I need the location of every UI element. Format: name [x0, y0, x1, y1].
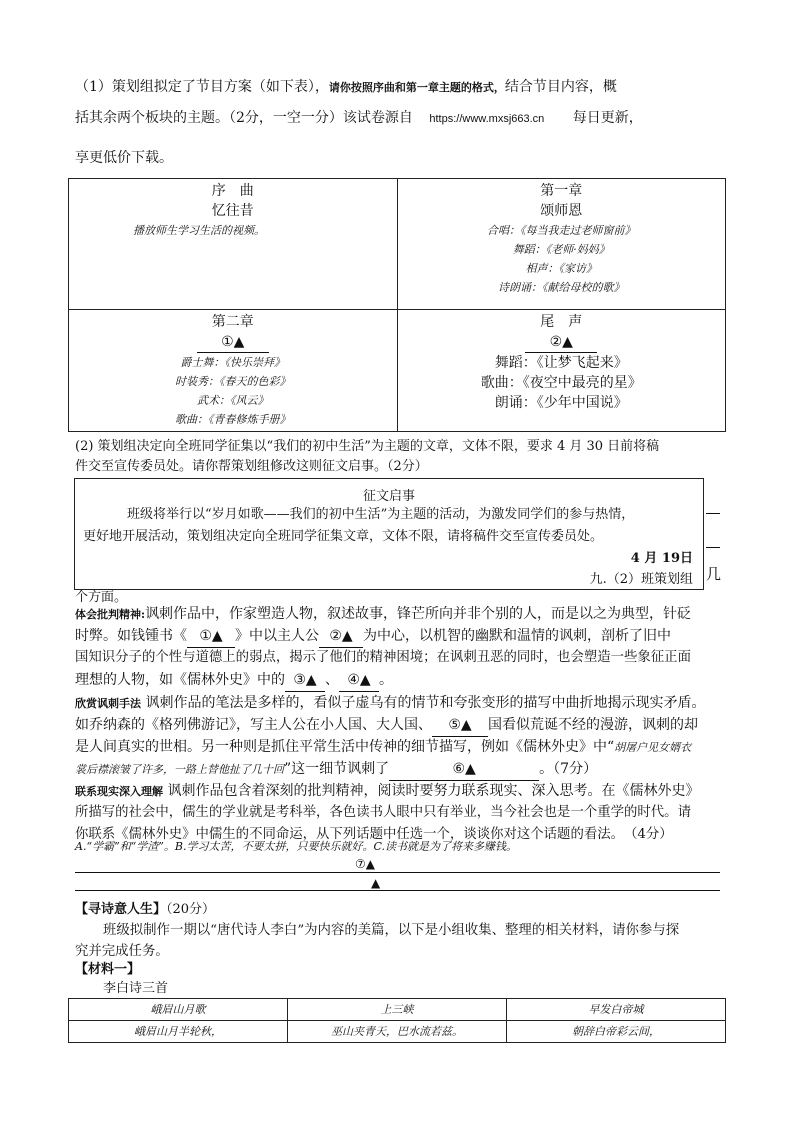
- s2-line2: [75, 714, 720, 737]
- cell-chapter1: [397, 179, 726, 310]
- chapter1-item: 合唱：《每当我走过老师窗前》: [487, 224, 636, 237]
- s1-line1: [75, 603, 720, 626]
- cell-prelude: [69, 179, 398, 310]
- material-heading: 【材料一】: [75, 962, 141, 977]
- s3-line2: 所描写的社会中，儒生的学业就是考科举，各色读书人眼中只有举业，当今社会也是一个重学的时代。请: [75, 805, 691, 820]
- s2-quote: 胡屠户见女婿衣: [614, 741, 692, 754]
- s2-text: ”这一细节讽刺了: [284, 761, 390, 777]
- poem-line: 峨眉山月半轮秋，: [69, 1021, 288, 1043]
- answer-marker-8: ▲: [371, 876, 381, 890]
- s3-line3: 你联系《儒林外史》中儒生的不同命运，从下列话题中任选一个，谈谈你对这个话题的看法。 （4分）: [75, 827, 673, 842]
- poems-title: 李白诗三首: [103, 981, 169, 996]
- notice-body-2: 更好地开展活动，策划组决定向全班同学征集文章，文体不限，请将稿件交至宣传委员处。: [83, 529, 604, 544]
- poet-heading: 【寻诗意人生】: [75, 902, 167, 917]
- notice-overflow-char: 几: [706, 565, 722, 583]
- s3-options: A.“学霸”和“学渣”。B.学习太苦，不要太拼，只要快乐就好。C.读书就是为了将来多赚钱。: [75, 840, 518, 853]
- q1-text-a: （1）策划组拟定了节目方案（如下表），: [75, 79, 329, 95]
- q1-text-bold: 请你按照序曲和第一章主题的格式，: [328, 81, 505, 94]
- notice-side-dash: [706, 513, 720, 514]
- s2-line3: [75, 736, 720, 759]
- answer-line[interactable]: [75, 872, 720, 873]
- cell-epilogue: [397, 310, 726, 432]
- blank-s2[interactable]: ②▲: [319, 625, 363, 648]
- chapter2-item: 歌曲：《青春修炼手册》: [175, 413, 291, 426]
- s2-text: 国看似荒诞不经的漫游，讽刺的却: [488, 717, 698, 733]
- s2-text: 是人间真实的世相。另一种则是抓住平常生活中传神的细节描写，例如《儒林外史》中“: [75, 739, 615, 755]
- q1-line1: [75, 76, 720, 99]
- epilogue-title: 尾 声: [540, 314, 583, 330]
- notice-box: [74, 478, 704, 590]
- chapter2-item: 武术：《风云》: [197, 394, 269, 407]
- answer-line[interactable]: [75, 890, 720, 891]
- blank-s6[interactable]: ⑥▲: [389, 758, 539, 781]
- s1-text: 时弊。如钱锺书《: [75, 628, 187, 644]
- chapter1-title: 第一章: [540, 183, 583, 199]
- s1-text: 为中心，以机智的幽默和温情的讽刺，剖析了旧中: [363, 628, 671, 644]
- chapter1-item: 诗朗诵：《献给母校的歌》: [498, 281, 625, 294]
- q1-line2: [75, 107, 720, 130]
- epilogue-item: 舞蹈：《让梦飞起来》: [494, 355, 628, 371]
- chapter1-subtitle: 颂师恩: [540, 203, 583, 219]
- notice-body-1: 班级将举行以“岁月如歌——我们的初中生活”为主题的活动，为激发同学们的参与热情，: [127, 507, 635, 522]
- s3-line1: [75, 780, 720, 803]
- s1-text: 理想的人物，如《儒林外史》中的: [75, 672, 285, 688]
- chapter2-item: 爵士舞：《快乐崇拜》: [180, 356, 285, 369]
- poet-score: （20分）: [166, 902, 216, 917]
- s2-text: 如乔纳森的《格列佛游记》，写主人公在小人国、大人国、: [75, 717, 432, 733]
- s1-text: 。: [379, 672, 393, 688]
- s1-line3: 国知识分子的个性与道德上的弱点，揭示了他们的精神困境；在讽刺丑恶的同时，也会塑造一些象征正面: [75, 650, 691, 665]
- answer-marker-7: ⑦▲: [355, 857, 375, 871]
- blank-s5[interactable]: ⑤▲: [432, 714, 488, 737]
- chapter1-item: 相声：《家访》: [525, 262, 597, 275]
- poem-title: 峨眉山月歌: [69, 999, 288, 1021]
- blank-s3[interactable]: ③▲: [285, 669, 325, 692]
- s2-text: 。（7分）: [539, 761, 598, 777]
- s2-quote: 裳后襟滚皱了许多，一路上替他扯了几十回: [75, 763, 284, 776]
- blank-1[interactable]: ①▲: [197, 332, 269, 353]
- s1-heading: 体会批判精神:: [75, 608, 146, 621]
- poem-line: 巫山夹青天，巴水流若兹。: [288, 1021, 507, 1043]
- prelude-title: 序 曲: [211, 183, 254, 199]
- poem-line: 朝辞白帝彩云间，: [507, 1021, 726, 1043]
- notice-signer: 九.（2）班策划组: [589, 572, 693, 587]
- s1-text: 讽刺作品中，作家塑造人物，叙述故事，锋芒所向并非个别的人，而是以之为典型，针砭: [145, 606, 692, 622]
- q1-text-c: 结合节目内容，概: [504, 79, 617, 95]
- s1-line2: [75, 625, 720, 648]
- poet-line1: 班级拟制作一期以“唐代诗人李白”为内容的美篇，以下是小组收集、整理的相关材料，请你参与探: [103, 923, 680, 938]
- blank-s4[interactable]: ④▲: [339, 669, 379, 692]
- program-table: [68, 178, 726, 432]
- s1-text: 》中以主人公: [235, 628, 319, 644]
- s1-text: 、: [325, 672, 339, 688]
- poem-title: 早发白帝城: [507, 999, 726, 1021]
- prelude-item: 播放师生学习生活的视频。: [133, 224, 265, 237]
- notice-date: 4 月 19日: [630, 551, 693, 566]
- poet-line2: 究并完成任务。: [75, 944, 169, 959]
- chapter1-item: 舞蹈：《老师·妈妈》: [512, 243, 610, 256]
- poet-heading-line: [75, 899, 720, 921]
- q1-text-d: 括其余两个板块的主题。（2分，一空一分）该试卷源自: [75, 110, 413, 126]
- q1-line3: 享更低价下载。: [75, 150, 173, 166]
- q2-line1: (2) 策划组决定向全班同学征集以“我们的初中生活”为主题的文章，文体不限，要求 4 月 30 日前将稿: [75, 439, 660, 454]
- chapter2-item: 时装秀：《春天的色彩》: [175, 375, 291, 388]
- s3-text: 讽刺作品包含着深刻的批判精神，阅读时要努力联系现实、深入思考。在《儒林外史》: [163, 783, 700, 799]
- notice-title: 征文启事: [362, 489, 415, 504]
- source-link[interactable]: https://www.mxsj663.cn: [429, 113, 545, 125]
- s2-line1: [75, 692, 720, 715]
- notice-side-dash: [706, 547, 720, 548]
- epilogue-item: 朗诵：《少年中国说》: [494, 395, 628, 411]
- poem-title: 上三峡: [288, 999, 507, 1021]
- q1-text-e: 每日更新，: [572, 110, 643, 126]
- blank-2[interactable]: ②▲: [525, 332, 597, 353]
- cell-chapter2: [69, 310, 398, 432]
- q2-line2: 件交至宣传委员处。请你帮策划组修改这则征文启事。（2分）: [75, 459, 428, 474]
- s2-heading: 欣赏讽刺手法: [75, 697, 141, 710]
- s3-heading: 联系现实深入理解: [75, 785, 163, 798]
- notice-overflow-fragment: 个方面。: [75, 590, 128, 605]
- chapter2-title: 第二章: [211, 314, 254, 330]
- poems-table: [68, 998, 726, 1043]
- s1-line4: [75, 669, 720, 692]
- prelude-subtitle: 忆往昔: [211, 203, 254, 219]
- epilogue-item: 歌曲：《夜空中最亮的星》: [480, 375, 642, 391]
- s2-text: 讽刺作品的笔法是多样的，看似子虚乌有的情节和夸张变形的描写中曲折地揭示现实矛盾。: [141, 695, 706, 711]
- blank-s1[interactable]: ①▲: [187, 625, 235, 648]
- s2-line4: [75, 758, 720, 781]
